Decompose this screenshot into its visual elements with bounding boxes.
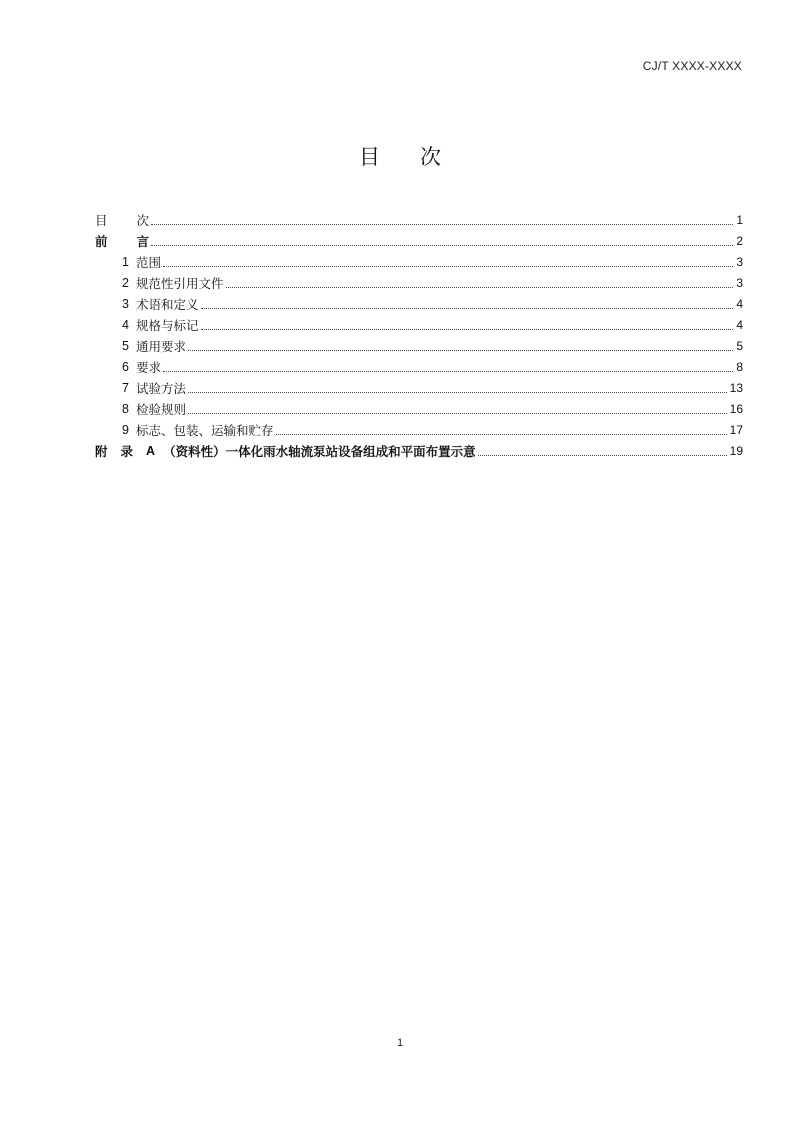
toc-entry-section-9[interactable]: [95, 417, 743, 438]
toc-section-number: 4: [122, 318, 129, 332]
dot-leader: [478, 455, 727, 456]
toc-entry-appendix-a[interactable]: [95, 438, 743, 459]
toc-page-number: 5: [736, 339, 743, 353]
toc-entry-section-3[interactable]: [95, 291, 743, 312]
dot-leader: [151, 224, 733, 225]
toc-page-number: 19: [729, 444, 743, 458]
label-char: 前: [95, 234, 108, 249]
page-title: [0, 141, 800, 171]
toc-page-number: 2: [736, 234, 743, 248]
appendix-word: 录: [120, 444, 134, 459]
dot-leader: [188, 350, 733, 351]
dot-leader: [151, 245, 733, 246]
toc-entry-section-4[interactable]: [95, 312, 743, 333]
toc-section-number: 9: [122, 423, 129, 437]
toc-page-number: 3: [736, 255, 743, 269]
toc-entry-section-7[interactable]: [95, 375, 743, 396]
toc-section-number: 8: [122, 402, 129, 416]
toc-page-number: 1: [736, 213, 743, 227]
toc-entry-label: 规格与标记: [136, 318, 199, 333]
dot-leader: [226, 287, 734, 288]
toc-page-number: 16: [729, 402, 743, 416]
toc-entry-label: 要求: [136, 360, 162, 375]
toc-section-number: 6: [122, 360, 129, 374]
toc-page-number: 4: [736, 318, 743, 332]
title-char-2: 次: [420, 145, 441, 169]
toc-entry-label: 检验规则: [136, 402, 187, 417]
label-char: 目: [95, 213, 108, 228]
appendix-word: 附: [95, 444, 108, 459]
label-char: 言: [136, 234, 150, 249]
page-number: 1: [396, 1037, 404, 1049]
dot-leader: [201, 329, 734, 330]
dot-leader: [163, 371, 733, 372]
toc-entry-label: 规范性引用文件: [136, 276, 224, 291]
dot-leader: [201, 308, 734, 309]
toc-page-number: 3: [736, 276, 743, 290]
appendix-letter: A: [146, 444, 156, 458]
toc-entry-section-6[interactable]: [95, 354, 743, 375]
title-char-1: 目: [359, 145, 380, 169]
toc-entry-label: 通用要求: [136, 339, 187, 354]
document-code: CJ/T XXXX-XXXX: [642, 59, 742, 73]
toc-entry-section-2[interactable]: [95, 270, 743, 291]
toc-entry-section-1[interactable]: [95, 249, 743, 270]
toc-entry-label: 标志、包装、运输和贮存: [136, 423, 274, 438]
dot-leader: [188, 392, 727, 393]
toc-entry-foreword[interactable]: [95, 228, 743, 249]
toc-section-number: 1: [122, 255, 129, 269]
toc-section-number: 2: [122, 276, 129, 290]
toc-entry-section-5[interactable]: [95, 333, 743, 354]
toc-section-number: 5: [122, 339, 129, 353]
table-of-contents: [95, 207, 743, 459]
dot-leader: [163, 266, 733, 267]
dot-leader: [276, 434, 727, 435]
toc-entry-label: （资料性）一体化雨水轴流泵站设备组成和平面布置示意: [163, 444, 476, 459]
toc-entry-label: 术语和定义: [136, 297, 199, 312]
toc-page-number: 4: [736, 297, 743, 311]
dot-leader: [188, 413, 727, 414]
toc-section-number: 7: [122, 381, 129, 395]
toc-page-number: 8: [736, 360, 743, 374]
toc-entry-label: 试验方法: [136, 381, 187, 396]
toc-section-number: 3: [122, 297, 129, 311]
label-char: 次: [136, 213, 150, 228]
toc-entry-section-8[interactable]: [95, 396, 743, 417]
toc-entry-label: [95, 213, 149, 228]
toc-entry-label: [95, 234, 149, 249]
toc-page-number: 17: [729, 423, 743, 437]
toc-page-number: 13: [729, 381, 743, 395]
toc-entry-label: 范围: [136, 255, 162, 270]
toc-entry-contents[interactable]: [95, 207, 743, 228]
